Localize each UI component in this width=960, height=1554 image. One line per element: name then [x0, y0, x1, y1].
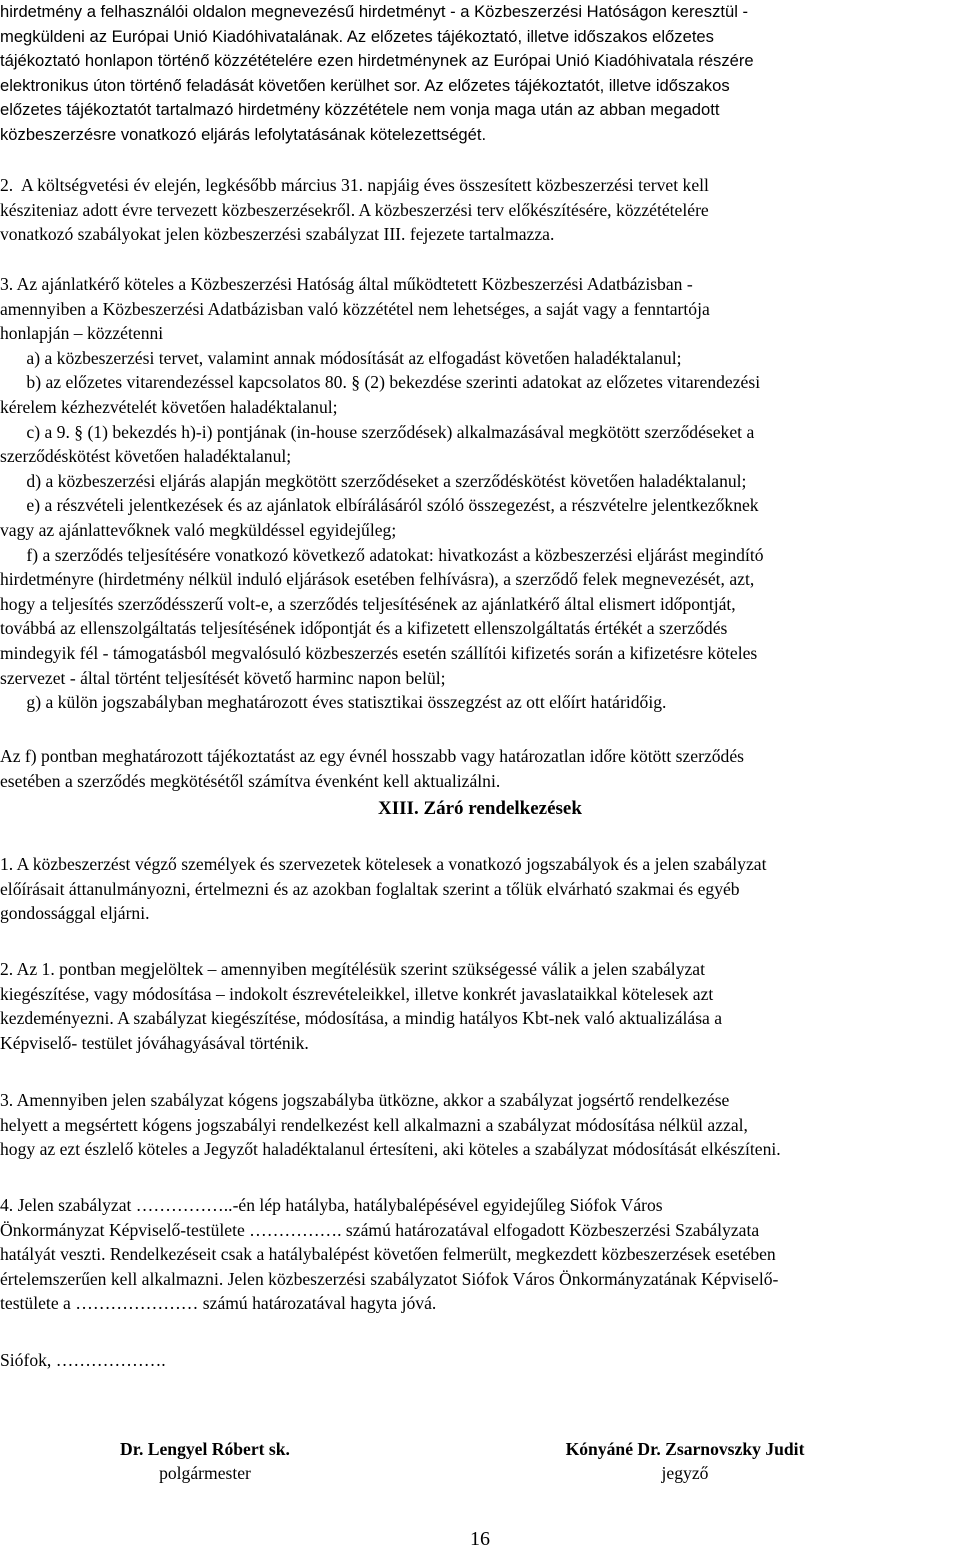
list-item-b: b) az előzetes vitarendezéssel kapcsolatos 80. § (2) bekezdése szerinti adatokat az előzetes vitarendezési — [0, 372, 761, 393]
paragraph-closing-2 — [0, 957, 960, 1055]
text-line: 3. Amennyiben jelen szabályzat kógens jogszabályba ütközne, akkor a szabályzat jogsértő rendelkezése — [0, 1090, 730, 1110]
signatory-name: Kónyáné Dr. Zsarnovszky Judit — [565, 1439, 805, 1459]
text-line: tájékoztató honlapon történő közzétételére ezen hirdetménynek az Európai Unió Kiadóhivatala részére — [0, 51, 754, 71]
text-line: továbbá az ellenszolgáltatás teljesítésének időpontját és a kifizetett ellenszolgáltatás értékét a szerződés — [0, 618, 728, 639]
place-date-line — [0, 1348, 960, 1373]
signature-mayor — [80, 1437, 330, 1485]
list-item-c: c) a 9. § (1) bekezdés h)-i) pontjának (in-house szerződések) alkalmazásával megkötött szerződéseket a — [0, 421, 755, 442]
text-line: 1. A közbeszerzést végző személyek és szervezetek kötelesek a vonatkozó jogszabályok és a jelen szabályzat — [0, 854, 767, 874]
text-line: megküldeni az Európai Unió Kiadóhivatalának. Az előzetes tájékoztató, illetve időszakos előzetes — [0, 26, 714, 46]
text-line: helyett a megsértett kógens jogszabályi rendelkezést kell alkalmazni a szabályzat módosítása nélkül azzal, — [0, 1114, 748, 1135]
text-line: vagy az ajánlattevőknek való megküldéssel egyidejűleg; — [0, 519, 397, 540]
text-line: gondossággal eljárni. — [0, 903, 150, 924]
text-line: amennyiben a Közbeszerzési Adatbázisban való közzététel nem lehetséges, a saját vagy a fenntartója — [0, 298, 710, 319]
text-line: mindegyik fél - támogatásból megvalósuló közbeszerzés esetén szállítói kifizetés során a kifizetésre köteles — [0, 642, 758, 663]
text-line: előírásait áttanulmányozni, értelmezni és az azokban foglaltak szerint a tőlük elvárható szakmai és egyéb — [0, 878, 740, 899]
paragraph-f-point-note — [0, 744, 960, 793]
text-line: kérelem kézhezvételét követően haladéktalanul; — [0, 396, 338, 417]
place-date: Siófok, ………………. — [0, 1350, 166, 1370]
text-line: hogy az ezt észlelő köteles a Jegyzőt haladéktalanul értesíteni, aki köteles a szabályzat módosítását elkészíteni. — [0, 1139, 781, 1160]
text-line: kiegészítése, vagy módosítása – indokolt észrevételeikkel, illetve konkrét javaslataikkal kötelesek azt — [0, 983, 714, 1004]
text-line: közbeszerzésre vonatkozó eljárás lefolytatásának kötelezettségét. — [0, 124, 487, 144]
text-line: vonatkozó szabályokat jelen közbeszerzési szabályzat III. fejezete tartalmazza. — [0, 224, 555, 245]
paragraph-section-3 — [0, 272, 960, 715]
list-item-e: e) a részvételi jelentkezések és az ajánlatok elbírálásáról szóló összegezést, a részvételre jelentkezőknek — [0, 495, 759, 516]
signatory-name: Dr. Lengyel Róbert sk. — [120, 1439, 290, 1459]
paragraph-closing-1 — [0, 852, 960, 926]
text-line: kezdeményezni. A szabályzat kiegészítése, módosítása, a mindig hatályos Kbt-nek való aktualizálása a — [0, 1008, 723, 1029]
text-line: szerződéskötést követően haladéktalanul; — [0, 446, 292, 467]
list-item-d: d) a közbeszerzési eljárás alapján megkötött szerződéseket a szerződéskötést követően haladéktalanul; — [0, 470, 747, 491]
text-line: értelemszerűen kell alkalmazni. Jelen közbeszerzési szabályzatot Siófok Város Önkormányzatának Képviselő- — [0, 1268, 779, 1289]
text-line: testülete a ………………… számú határozatával hagyta jóvá. — [0, 1293, 437, 1314]
text-line: elektronikus úton történő feladását követően kerülhet sor. Az előzetes tájékoztatót, illetve időszakos — [0, 75, 730, 95]
page-number: 16 — [470, 1528, 490, 1550]
text-line: hirdetményre (hirdetmény nélkül induló eljárások esetében felhívásra), a szerződő felek megnevezését, azt, — [0, 569, 755, 590]
signatory-role: jegyző — [661, 1463, 709, 1483]
text-line: Az f) pontban meghatározott tájékoztatást az egy évnél hosszabb vagy határozatlan időre kötött szerződés — [0, 746, 745, 766]
text-line: Képviselő- testület jóváhagyásával történik. — [0, 1032, 309, 1053]
paragraph-closing-4 — [0, 1193, 960, 1316]
text-line: szervezet - által történt teljesítését követő harminc napon belül; — [0, 667, 446, 688]
list-item-f: f) a szerződés teljesítésére vonatkozó következő adatokat: hivatkozást a közbeszerzési eljárást megindító — [0, 544, 764, 565]
text-line: 2. Az 1. pontban megjelöltek – amennyiben megítélésük szerint szükségessé válik a jelen szabályzat — [0, 959, 705, 979]
text-line: 4. Jelen szabályzat ……………..-én lép hatályba, hatálybalépésével egyidejűleg Siófok Város — [0, 1195, 663, 1215]
text-line: előzetes tájékoztatót tartalmazó hirdetmény közzététele nem vonja maga után az abban megadott — [0, 100, 720, 120]
text-line: 3. Az ajánlatkérő köteles a Közbeszerzési Hatóság által működtetett Közbeszerzési Adatbázisban - — [0, 274, 693, 294]
paragraph-hirdetmeny — [0, 0, 960, 148]
list-item-g: g) a külön jogszabályban meghatározott éves statisztikai összegzést az ott előírt határidőig. — [0, 692, 667, 713]
text-line: hogy a teljesítés szerződésszerű volt-e, a szerződés teljesítésének az ajánlatkérő által elismert időpontját, — [0, 593, 736, 614]
section-heading: XIII. Záró rendelkezések — [378, 798, 582, 819]
text-line: hirdetmény a felhasználói oldalon megnevezésű hirdetményt - a Közbeszerzési Hatóságon keresztül - — [0, 2, 749, 21]
signatory-role: polgármester — [159, 1463, 251, 1483]
text-line: 2. A költségvetési év elején, legkésőbb március 31. napjáig éves összesített közbeszerzési tervet kell — [0, 175, 709, 195]
paragraph-section-2 — [0, 173, 960, 247]
text-line: esetében a szerződés megkötésétől számítva évenként kell aktualizálni. — [0, 770, 501, 791]
text-line: késziteniaz adott évre tervezett közbeszerzésekről. A közbeszerzési terv előkészítésére, közzétételére — [0, 199, 709, 220]
signature-notary — [520, 1437, 850, 1485]
text-line: hatályát veszti. Rendelkezéseit csak a hatálybalépést követően felmerült, megkezdett közbeszerzések esetében — [0, 1244, 776, 1265]
list-item-a: a) a közbeszerzési tervet, valamint annak módosítását az elfogadást követően haladéktalanul; — [0, 347, 682, 368]
text-line: honlapján – közzétenni — [0, 323, 164, 344]
text-line: Önkormányzat Képviselő-testülete ……………. számú határozatával elfogadott Közbeszerzési Szabályzata — [0, 1219, 760, 1240]
paragraph-closing-3 — [0, 1088, 960, 1162]
